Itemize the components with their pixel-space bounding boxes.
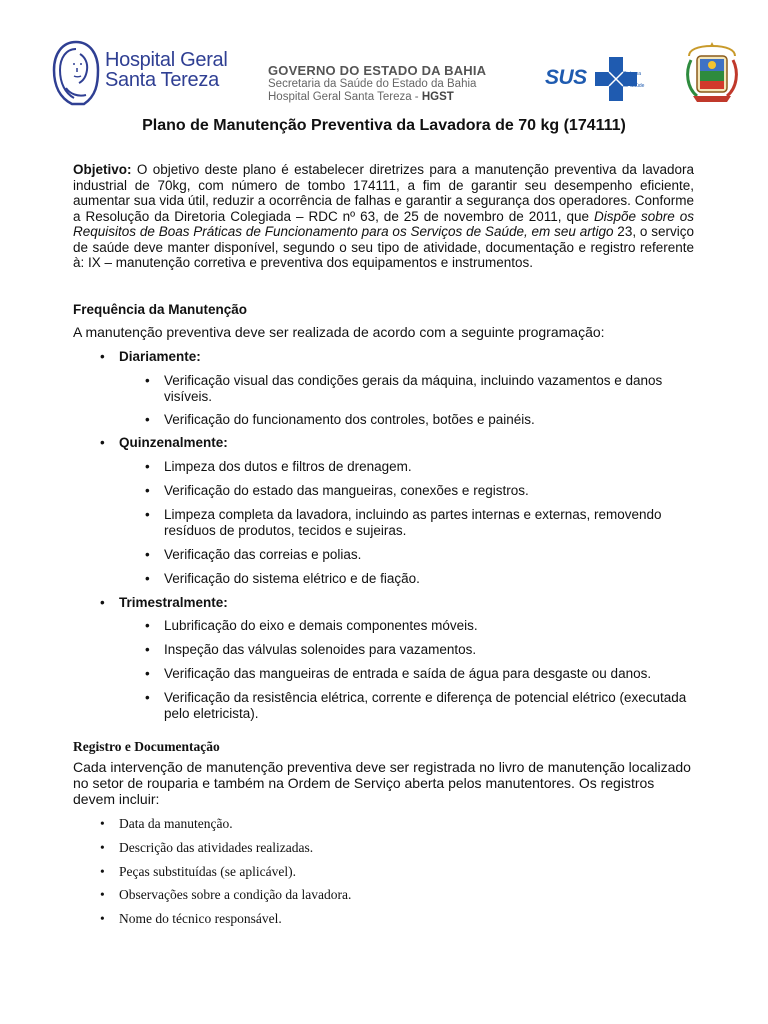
bullet-icon: •	[145, 690, 150, 705]
records-item-3: Peças substituídas (se aplicável).	[119, 864, 296, 879]
biweekly-item-4: Verificação das correias e polias.	[164, 547, 362, 562]
bullet-icon: •	[100, 349, 105, 364]
sus-logo	[545, 54, 650, 104]
gov-line3	[268, 91, 528, 104]
bullet-icon: •	[100, 816, 105, 831]
bullet-icon: •	[145, 571, 150, 586]
biweekly-item-3: Limpeza completa da lavadora, incluindo as partes internas e externas, removendo resíduos de produtos, tecidos e sujeiras.	[164, 507, 662, 538]
bullet-icon: •	[145, 642, 150, 657]
objective-text-a: O objetivo deste plano é estabelecer diretrizes para a manutenção preventiva da lavadora industrial de 70kg, com número de tombo 174111, a fim de garantir seu desempenho eficiente, aumentar sua vida útil, reduzir a ocorrência de falhas e garantir a segurança dos operadores. Conforme a Resolução da Diretoria Colegiada – RDC nº 63, de 25 de novembro de 2011, que	[73, 162, 694, 224]
records-item-4: Observações sobre a condição da lavadora.	[119, 887, 352, 902]
bullet-icon: •	[145, 483, 150, 498]
frequency-intro: A manutenção preventiva deve ser realizada de acordo com a seguinte programação:	[73, 324, 605, 340]
bullet-icon: •	[100, 911, 105, 926]
bullet-icon: •	[145, 459, 150, 474]
hospital-logo	[50, 40, 230, 106]
records-item-1: Data da manutenção.	[119, 816, 233, 831]
biweekly-item-5: Verificação do sistema elétrico e de fiação.	[164, 571, 420, 586]
bullet-icon: •	[100, 887, 105, 902]
daily-item-2: Verificação do funcionamento dos controles, botões e painéis.	[164, 412, 535, 427]
sus-subtitle-line2: Único	[623, 77, 636, 83]
bullet-icon: •	[145, 373, 150, 388]
gov-line2: Secretaria da Saúde do Estado da Bahia	[268, 78, 477, 90]
records-heading: Registro e Documentação	[73, 739, 220, 754]
bullet-icon: •	[100, 435, 105, 450]
bullet-icon: •	[145, 412, 150, 427]
quarterly-item-4: Verificação da resistência elétrica, corrente e diferença de potencial elétrico (executada pelo eletricista).	[164, 690, 687, 721]
records-intro: Cada intervenção de manutenção preventiva deve ser registrada no livro de manutenção localizado no setor de rouparia e também na Ordem de Serviço aberta pelos manutentores. Os registros devem incluir:	[73, 759, 691, 807]
bullet-icon: •	[145, 507, 150, 522]
sus-subtitle-line3: de Saúde	[623, 83, 645, 89]
hospital-name-line2: Santa Tereza	[105, 69, 219, 91]
sus-text: SUS	[545, 66, 587, 89]
quarterly-label: Trimestralmente:	[119, 595, 228, 610]
biweekly-item-1: Limpeza dos dutos e filtros de drenagem.	[164, 459, 412, 474]
biweekly-item-2: Verificação do estado das mangueiras, conexões e registros.	[164, 483, 529, 498]
daily-label: Diariamente:	[119, 349, 201, 364]
bahia-coat-of-arms	[683, 42, 741, 106]
hospital-name	[105, 50, 228, 90]
records-item-5: Nome do técnico responsável.	[119, 911, 282, 926]
bullet-icon: •	[100, 840, 105, 855]
bullet-icon: •	[100, 864, 105, 879]
records-item-2: Descrição das atividades realizadas.	[119, 840, 314, 855]
bullet-icon: •	[100, 595, 105, 610]
objective-text-b: 23, o serviço de saúde deve manter disponível, segundo o seu tipo de atividade, documentação e registro referente à: IX – manutenção corretiva e preventiva dos equipamentos e instrumentos.	[73, 224, 694, 270]
biweekly-label: Quinzenalmente:	[119, 435, 228, 450]
bullet-icon: •	[145, 666, 150, 681]
quarterly-item-2: Inspeção das válvulas solenoides para vazamentos.	[164, 642, 477, 657]
sus-subtitle	[623, 71, 644, 89]
government-heading	[268, 64, 528, 104]
quarterly-item-1: Lubrificação do eixo e demais componentes móveis.	[164, 618, 478, 633]
hospital-name-line1: Hospital Geral	[105, 49, 228, 71]
gov-line3-acronym: HGST	[421, 91, 454, 103]
gov-line3-prefix: Hospital Geral Santa Tereza -	[268, 91, 422, 103]
quarterly-item-3: Verificação das mangueiras de entrada e saída de água para desgaste ou danos.	[164, 666, 652, 681]
document-header	[50, 40, 750, 108]
objective-label: Objetivo:	[73, 162, 132, 177]
daily-item-1: Verificação visual das condições gerais da máquina, incluindo vazamentos e danos visíveis.	[164, 373, 663, 404]
bullet-icon: •	[145, 618, 150, 633]
sus-subtitle-line1: Sistema	[623, 71, 642, 77]
coat-of-arms-icon	[683, 42, 741, 106]
bullet-icon: •	[145, 547, 150, 562]
saint-tereza-icon	[50, 40, 102, 106]
gov-line1: GOVERNO DO ESTADO DA BAHIA	[268, 63, 487, 78]
document-title: Plano de Manutenção Preventiva da Lavadora de 70 kg (174111)	[142, 117, 626, 134]
objective-text-italic: Dispõe sobre os Requisitos de Boas Práticas de Funcionamento para os Serviços de Saúde, em seu artigo	[73, 208, 694, 239]
objective-paragraph	[73, 162, 694, 271]
frequency-heading: Frequência da Manutenção	[73, 302, 248, 317]
